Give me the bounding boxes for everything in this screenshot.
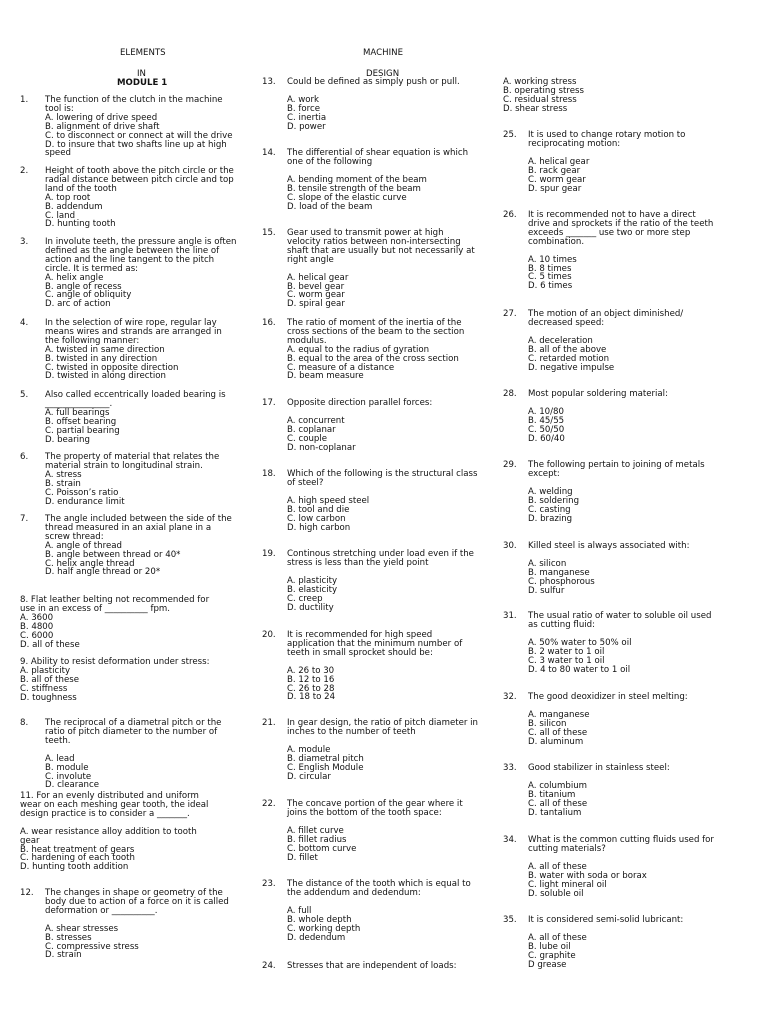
answer-option: C. all of these <box>528 798 588 809</box>
question-body <box>528 461 729 523</box>
answer-option: D. non-coplanar <box>287 442 356 453</box>
question-text: Killed steel is always associated with: <box>528 541 690 551</box>
question-text: It is considered semi-solid lubricant: <box>528 915 684 925</box>
question-body <box>45 167 246 229</box>
answer-option: C. land <box>45 210 76 221</box>
answer-option: A. 3600 <box>20 612 54 623</box>
question-text: It is recommended for high speed application that the minimum number of teeth in small sprocket should be: <box>287 630 463 658</box>
answer-option: A. deceleration <box>528 335 593 346</box>
answer-option: B. alignment of drive shaft <box>45 121 160 132</box>
answer-option: B. twisted in any direction <box>45 353 158 364</box>
answer-option: B. angle between thread or 40* <box>45 549 181 560</box>
answer-option: C. angle of obliquity <box>45 290 132 301</box>
question-number: 4. <box>20 318 29 328</box>
question-body <box>45 96 246 158</box>
answer-option: B. elasticity <box>287 584 338 595</box>
answer-option: D grease <box>528 959 567 970</box>
question-body <box>20 596 246 649</box>
answer-option: B. all of the above <box>528 344 607 355</box>
answer-option: D. aluminum <box>528 736 584 747</box>
question-number: 33. <box>503 763 517 773</box>
question-body <box>287 880 488 942</box>
answer-option: B. strain <box>45 478 81 489</box>
question-number: 15. <box>262 228 276 238</box>
question-number: 30. <box>503 541 517 551</box>
answer-option: B. diametral pitch <box>287 753 364 764</box>
answer-option: D. 18 to 24 <box>287 692 336 703</box>
question-number: 8. <box>20 718 29 728</box>
answer-option: A. silicon <box>528 558 567 569</box>
answer-option: D. toughness <box>20 692 77 703</box>
question-number: 29. <box>503 460 517 470</box>
answer-option: D. power <box>287 121 326 132</box>
question-body <box>528 542 729 596</box>
answer-option: A. 10 times <box>528 254 577 265</box>
answer-option: C. helix angle thread <box>45 558 135 569</box>
question-number: 6. <box>20 452 29 462</box>
answer-option: A. full bearings <box>45 407 110 418</box>
answer-option: B. fillet radius <box>287 834 347 845</box>
answer-option: A. top root <box>45 192 91 203</box>
answer-option: D. clearance <box>45 780 100 791</box>
question-body <box>287 470 488 532</box>
module-heading: MODULE 1 <box>117 78 168 88</box>
question-text: 9. Ability to resist deformation under stress: <box>20 657 210 667</box>
question-body <box>528 916 729 970</box>
answer-option: A. welding <box>528 486 573 497</box>
answer-option: D. soluble oil <box>528 888 584 899</box>
answer-option: C. stiffness <box>20 683 68 694</box>
answer-option: C. all of these <box>528 727 588 738</box>
question-body <box>45 515 246 577</box>
answer-option: B. water with soda or borax <box>528 870 647 881</box>
question-number: 12. <box>20 888 34 898</box>
question-text: The motion of an object diminished/ decreased speed: <box>528 309 684 328</box>
answer-option: A. 50% water to 50% oil <box>528 637 632 648</box>
answer-option: B. offset bearing <box>45 416 117 427</box>
answer-option: A. shear stresses <box>45 923 119 934</box>
answer-option: A. manganese <box>528 709 590 720</box>
answer-option: D. beam measure <box>287 371 364 382</box>
answer-option: D. circular <box>287 771 331 782</box>
question-number: 5. <box>20 390 29 400</box>
question-number: 26. <box>503 210 517 220</box>
answer-option: C. 3 water to 1 oil <box>528 655 605 666</box>
question-body <box>45 719 246 790</box>
question-text: Stresses that are independent of loads: <box>287 961 457 971</box>
question-text: Could be defined as simply push or pull. <box>287 77 460 87</box>
answer-option: A. equal to the radius of gyration <box>287 344 430 355</box>
question-number: 24. <box>262 961 276 971</box>
answer-option: D. brazing <box>528 513 573 524</box>
question-text: In involute teeth, the pressure angle is often defined as the angle between the line of action and the line tangent to the pitch circle. It is termed as: <box>45 237 237 274</box>
answer-option: B. 45/55 <box>528 415 565 426</box>
answer-option: C. creep <box>287 593 323 604</box>
answer-option: D. to insure that two shafts line up at high <box>45 139 227 150</box>
answer-option: A. all of these <box>528 861 587 872</box>
answer-option: A. helical gear <box>287 272 349 283</box>
answer-option: gear <box>20 835 40 846</box>
answer-option: C. partial bearing <box>45 425 120 436</box>
answer-option: C. to disconnect or connect at will the drive <box>45 130 233 141</box>
answer-option: A. 26 to 30 <box>287 665 335 676</box>
question-number: 17. <box>262 398 276 408</box>
question-number: 27. <box>503 309 517 319</box>
question-text: In the selection of wire rope, regular lay means wires and strands are arranged in the following manner: <box>45 318 222 346</box>
question-text: Continous stretching under load even if the stress is less than the yield point <box>287 549 474 568</box>
answer-option: B. soldering <box>528 495 580 506</box>
answer-option: A. all of these <box>528 932 587 943</box>
answer-option: C. involute <box>45 771 92 782</box>
answer-option: A. plasticity <box>20 665 71 676</box>
answer-option: A. full <box>287 905 312 916</box>
question-number: 14. <box>262 148 276 158</box>
question-text: Opposite direction parallel forces: <box>287 398 433 408</box>
title-in: IN <box>137 69 146 79</box>
answer-option: C. worm gear <box>287 290 345 301</box>
answer-option: D. half angle thread or 20* <box>45 567 161 578</box>
title-machine: MACHINE <box>363 48 403 58</box>
question-body <box>528 836 729 898</box>
answer-option: D. tantalium <box>528 807 582 818</box>
question-body <box>287 149 488 211</box>
answer-option: speed <box>45 148 71 159</box>
answer-option: B. all of these <box>20 674 80 685</box>
answer-option: C. low carbon <box>287 513 346 524</box>
question-text: It is used to change rotary motion to reciprocating motion: <box>528 130 686 149</box>
question-body <box>528 764 729 818</box>
question-body <box>287 631 488 702</box>
answer-option: D. strain <box>45 950 82 961</box>
title-elements: ELEMENTS <box>120 48 166 58</box>
answer-option: A. 10/80 <box>528 406 564 417</box>
title-design: DESIGN <box>366 69 400 79</box>
question-body <box>528 612 729 674</box>
answer-option: B. force <box>287 103 320 114</box>
question-text: The changes in shape or geometry of the body due to action of a force on it is called deformation or __________. <box>45 888 229 916</box>
answer-option: A. lead <box>45 753 75 764</box>
question-number: 13. <box>262 77 276 87</box>
answer-option: D. bearing <box>45 434 90 445</box>
question-number: 32. <box>503 692 517 702</box>
answer-option: D. sulfur <box>528 585 565 596</box>
answer-option: D. spur gear <box>528 183 582 194</box>
question-body <box>528 211 729 291</box>
question-body <box>287 719 488 781</box>
answer-option: A. wear resistance alloy addition to tooth <box>20 826 197 837</box>
answer-option: C. inertia <box>287 112 327 123</box>
answer-option: C. slope of the elastic curve <box>287 192 407 203</box>
answer-option: C. phosphorous <box>528 576 595 587</box>
question-text: In gear design, the ratio of pitch diameter in inches to the number of teeth <box>287 718 478 737</box>
question-text: The following pertain to joining of metals except: <box>528 460 705 479</box>
answer-option: B. silicon <box>528 718 567 729</box>
question-number: 7. <box>20 514 29 524</box>
answer-option: C. casting <box>528 504 571 515</box>
answer-option: B. 2 water to 1 oil <box>528 646 605 657</box>
question-number: 18. <box>262 469 276 479</box>
answer-option: D. negative impulse <box>528 362 615 373</box>
answer-option: B. 12 to 16 <box>287 674 335 685</box>
answer-option: B. bevel gear <box>287 281 345 292</box>
answer-option: B. addendum <box>45 201 103 212</box>
question-text: Height of tooth above the pitch circle or the radial distance between pitch circle and top land of the tooth <box>45 166 234 194</box>
question-body <box>45 453 246 506</box>
question-number: 23. <box>262 879 276 889</box>
question-number: 31. <box>503 611 517 621</box>
answer-option: A. plasticity <box>287 575 338 586</box>
answer-option: B. tensile strength of the beam <box>287 183 421 194</box>
answer-option: C. retarded motion <box>528 353 610 364</box>
question-text: The distance of the tooth which is equal to the addendum and dedendum: <box>287 879 471 898</box>
answer-option: C. graphite <box>528 950 576 961</box>
question-body <box>45 238 246 309</box>
question-number: 28. <box>503 389 517 399</box>
answer-option: C. English Module <box>287 762 364 773</box>
answer-option: A. columbium <box>528 780 588 791</box>
question-number: 2. <box>20 166 29 176</box>
question-text: The differential of shear equation is which one of the following <box>287 148 469 167</box>
question-body <box>20 792 246 872</box>
question-body <box>528 131 729 193</box>
question-body <box>287 962 488 971</box>
answer-option: B. whole depth <box>287 914 352 925</box>
answer-option: A. bending moment of the beam <box>287 174 427 185</box>
answer-option: C. Poisson’s ratio <box>45 487 119 498</box>
answer-option: D. shear stress <box>503 103 568 114</box>
answer-option: D. 4 to 80 water to 1 oil <box>528 664 631 675</box>
answer-option: B. titanium <box>528 789 576 800</box>
question-text: 11. For an evenly distributed and uniform wear on each meshing gear tooth, the ideal design practice is to consider a _______. <box>20 791 209 819</box>
answer-option: D. 6 times <box>528 281 573 292</box>
answer-option: C. 50/50 <box>528 424 565 435</box>
question-body <box>528 390 729 444</box>
answer-option: C. hardening of each tooth <box>20 853 135 864</box>
answer-option: C. measure of a distance <box>287 362 395 373</box>
answer-option: B. module <box>45 762 89 773</box>
answer-option: C. 5 times <box>528 272 572 283</box>
answer-option: A. concurrent <box>287 415 345 426</box>
answer-option: A. helix angle <box>45 272 104 283</box>
question-text: What is the common cutting fluids used for cutting materials? <box>528 835 714 854</box>
answer-option: D. 60/40 <box>528 433 565 444</box>
question-text: The angle included between the side of the thread measured in an axial plane in a screw thread: <box>45 514 232 542</box>
answer-option: A. fillet curve <box>287 825 344 836</box>
question-body <box>503 78 729 114</box>
answer-option: B. operating stress <box>503 85 584 96</box>
question-text: The function of the clutch in the machine tool is: <box>45 95 223 114</box>
answer-option: A. high speed steel <box>287 495 370 506</box>
question-number: 16. <box>262 318 276 328</box>
question-text: Which of the following is the structural class of steel? <box>287 469 478 488</box>
answer-option: D. ductility <box>287 602 334 613</box>
answer-option: A. module <box>287 744 331 755</box>
question-text: The good deoxidizer in steel melting: <box>528 692 688 702</box>
question-body <box>287 78 488 132</box>
question-number: 34. <box>503 835 517 845</box>
answer-option: B. angle of recess <box>45 281 122 292</box>
answer-option: B. 8 times <box>528 263 572 274</box>
question-text: The property of material that relates the material strain to longitudinal strain. <box>45 452 220 471</box>
answer-option: D. fillet <box>287 852 318 863</box>
answer-option: A. helical gear <box>528 156 590 167</box>
question-body <box>287 800 488 862</box>
question-body <box>45 391 246 444</box>
answer-option: A. work <box>287 94 319 105</box>
answer-option: D. endurance limit <box>45 496 125 507</box>
question-number: 35. <box>503 915 517 925</box>
answer-option: C. worm gear <box>528 174 586 185</box>
answer-option: D. dedendum <box>287 932 346 943</box>
question-number: 3. <box>20 237 29 247</box>
question-number: 25. <box>503 130 517 140</box>
answer-option: A. twisted in same direction <box>45 344 165 355</box>
answer-option: D. twisted in along direction <box>45 371 166 382</box>
question-body <box>287 229 488 309</box>
question-body <box>287 319 488 381</box>
question-text: The concave portion of the gear where it joins the bottom of the tooth space: <box>287 799 463 818</box>
question-text: Gear used to transmit power at high velocity ratios between non-intersecting shaft that are usually but not necessarily at right angle <box>287 228 475 265</box>
question-number: 19. <box>262 549 276 559</box>
question-text: The usual ratio of water to soluble oil used as cutting fluid: <box>528 611 712 630</box>
answer-option: C. twisted in opposite direction <box>45 362 179 373</box>
answer-option: D. high carbon <box>287 522 351 533</box>
answer-option: D. load of the beam <box>287 201 373 212</box>
answer-option: B. coplanar <box>287 424 336 435</box>
answer-option: B. stresses <box>45 932 92 943</box>
question-text: 8. Flat leather belting not recommended for use in an excess of __________ fpm. <box>20 595 210 614</box>
answer-option: A. working stress <box>503 77 577 87</box>
question-text: The reciprocal of a diametral pitch or the ratio of pitch diameter to the number of teeth. <box>45 718 222 746</box>
question-number: 20. <box>262 630 276 640</box>
answer-option: D. hunting tooth addition <box>20 862 129 873</box>
question-text: It is recommended not to have a direct drive and sprockets if the ratio of the teeth exceeds _______ use two or more step combination. <box>528 210 714 247</box>
answer-option: C. residual stress <box>503 94 577 105</box>
answer-option: D. all of these <box>20 639 80 650</box>
question-text: Good stabilizer in stainless steel: <box>528 763 670 773</box>
answer-option: C. 26 to 28 <box>287 683 335 694</box>
answer-option: B. lube oil <box>528 941 571 952</box>
answer-option: B. heat treatment of gears <box>20 844 135 855</box>
answer-option: B. manganese <box>528 567 590 578</box>
answer-option: A. lowering of drive speed <box>45 112 158 123</box>
answer-option: C. working depth <box>287 923 361 934</box>
question-text: The ratio of moment of the inertia of the cross sections of the beam to the section modulus. <box>287 318 465 346</box>
question-body <box>528 310 729 372</box>
answer-option: C. compressive stress <box>45 941 139 952</box>
question-body <box>45 889 246 960</box>
answer-option: D. arc of action <box>45 299 111 310</box>
answer-option: C. light mineral oil <box>528 879 607 890</box>
question-number: 1. <box>20 95 29 105</box>
question-text: Also called eccentrically loaded bearing is _______________. <box>45 390 226 409</box>
answer-option: B. 4800 <box>20 621 54 632</box>
question-number: 22. <box>262 799 276 809</box>
question-text: Most popular soldering material: <box>528 389 668 399</box>
question-body <box>20 658 246 703</box>
question-body <box>287 399 488 453</box>
answer-option: A. stress <box>45 469 82 480</box>
answer-option: D. hunting tooth <box>45 219 116 230</box>
question-body <box>45 319 246 381</box>
answer-option: D. spiral gear <box>287 299 345 310</box>
answer-option: B. tool and die <box>287 504 350 515</box>
question-number: 21. <box>262 718 276 728</box>
question-body <box>287 550 488 612</box>
answer-option: B. equal to the area of the cross section <box>287 353 459 364</box>
answer-option: C. bottom curve <box>287 843 357 854</box>
answer-option: B. rack gear <box>528 165 581 176</box>
question-body <box>528 693 729 747</box>
answer-option: A. angle of thread <box>45 540 122 551</box>
answer-option: C. couple <box>287 433 328 444</box>
answer-option: C. 6000 <box>20 630 54 641</box>
